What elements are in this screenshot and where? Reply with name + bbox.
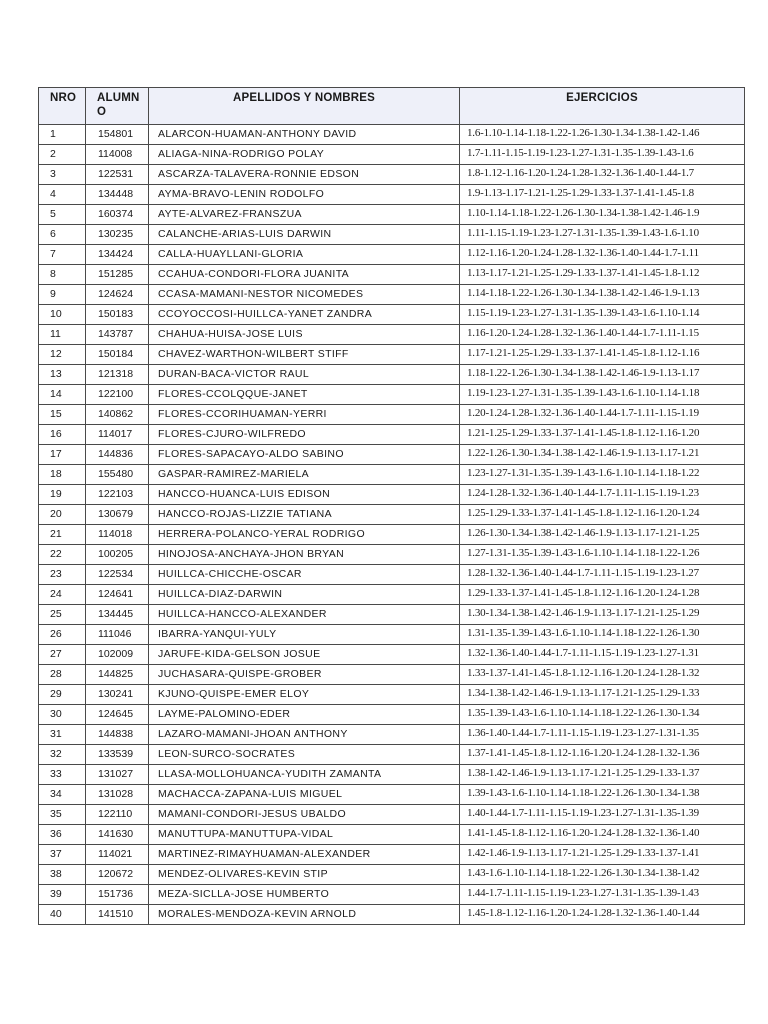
row-number-cell: 39 [39,885,86,905]
table-row [39,345,745,365]
row-number-cell: 20 [39,505,86,525]
row-number-cell: 8 [39,265,86,285]
row-number-cell: 27 [39,645,86,665]
row-number-cell: 38 [39,865,86,885]
exercises-cell: 1.39-1.43-1.6-1.10-1.14-1.18-1.22-1.26-1.30-1.34-1.38 [460,785,745,805]
exercises-cell: 1.28-1.32-1.36-1.40-1.44-1.7-1.11-1.15-1.19-1.23-1.27 [460,565,745,585]
table-row [39,505,745,525]
table-row [39,665,745,685]
row-number-cell: 24 [39,585,86,605]
row-number-cell: 5 [39,205,86,225]
student-code-cell: 155480 [86,465,149,485]
table-row [39,365,745,385]
student-code-cell: 131027 [86,765,149,785]
table-body [39,125,745,925]
row-number-cell: 17 [39,445,86,465]
row-number-cell: 26 [39,625,86,645]
student-name-cell: LLASA-MOLLOHUANCA-YUDITH ZAMANTA [149,765,460,785]
student-name-cell: DURAN-BACA-VICTOR RAUL [149,365,460,385]
student-name-cell: FLORES-SAPACAYO-ALDO SABINO [149,445,460,465]
student-name-cell: HUILLCA-CHICCHE-OSCAR [149,565,460,585]
exercises-cell: 1.26-1.30-1.34-1.38-1.42-1.46-1.9-1.13-1.17-1.21-1.25 [460,525,745,545]
row-number-cell: 25 [39,605,86,625]
exercises-cell: 1.33-1.37-1.41-1.45-1.8-1.12-1.16-1.20-1.24-1.28-1.32 [460,665,745,685]
table-row [39,225,745,245]
exercises-cell: 1.37-1.41-1.45-1.8-1.12-1.16-1.20-1.24-1.28-1.32-1.36 [460,745,745,765]
student-name-cell: HANCCO-HUANCA-LUIS EDISON [149,485,460,505]
exercises-cell: 1.44-1.7-1.11-1.15-1.19-1.23-1.27-1.31-1.35-1.39-1.43 [460,885,745,905]
table-row [39,205,745,225]
exercises-cell: 1.34-1.38-1.42-1.46-1.9-1.13-1.17-1.21-1.25-1.29-1.33 [460,685,745,705]
exercises-cell: 1.31-1.35-1.39-1.43-1.6-1.10-1.14-1.18-1.22-1.26-1.30 [460,625,745,645]
table-row [39,625,745,645]
table-row [39,445,745,465]
row-number-cell: 3 [39,165,86,185]
exercises-cell: 1.30-1.34-1.38-1.42-1.46-1.9-1.13-1.17-1.21-1.25-1.29 [460,605,745,625]
table-row [39,905,745,925]
exercises-cell: 1.22-1.26-1.30-1.34-1.38-1.42-1.46-1.9-1.13-1.17-1.21 [460,445,745,465]
row-number-cell: 37 [39,845,86,865]
student-name-cell: IBARRA-YANQUI-YULY [149,625,460,645]
student-code-cell: 100205 [86,545,149,565]
student-code-cell: 114008 [86,145,149,165]
student-name-cell: MEZA-SICLLA-JOSE HUMBERTO [149,885,460,905]
student-name-cell: CCAHUA-CONDORI-FLORA JUANITA [149,265,460,285]
student-name-cell: JARUFE-KIDA-GELSON JOSUE [149,645,460,665]
student-name-cell: AYTE-ALVAREZ-FRANSZUA [149,205,460,225]
student-name-cell: ALARCON-HUAMAN-ANTHONY DAVID [149,125,460,145]
exercises-cell: 1.35-1.39-1.43-1.6-1.10-1.14-1.18-1.22-1.26-1.30-1.34 [460,705,745,725]
row-number-cell: 33 [39,765,86,785]
student-code-cell: 151736 [86,885,149,905]
table-row [39,385,745,405]
row-number-cell: 14 [39,385,86,405]
table-row [39,865,745,885]
exercises-cell: 1.40-1.44-1.7-1.11-1.15-1.19-1.23-1.27-1.31-1.35-1.39 [460,805,745,825]
table-row [39,265,745,285]
student-name-cell: HINOJOSA-ANCHAYA-JHON BRYAN [149,545,460,565]
exercises-cell: 1.13-1.17-1.21-1.25-1.29-1.33-1.37-1.41-1.45-1.8-1.12 [460,265,745,285]
student-code-cell: 114021 [86,845,149,865]
student-name-cell: FLORES-CCORIHUAMAN-YERRI [149,405,460,425]
row-number-cell: 6 [39,225,86,245]
student-code-cell: 124645 [86,705,149,725]
student-code-cell: 120672 [86,865,149,885]
row-number-cell: 21 [39,525,86,545]
exercises-cell: 1.43-1.6-1.10-1.14-1.18-1.22-1.26-1.30-1.34-1.38-1.42 [460,865,745,885]
row-number-cell: 30 [39,705,86,725]
table-row [39,465,745,485]
student-code-cell: 122100 [86,385,149,405]
table-row [39,585,745,605]
student-code-cell: 154801 [86,125,149,145]
student-code-cell: 151285 [86,265,149,285]
student-name-cell: MORALES-MENDOZA-KEVIN ARNOLD [149,905,460,925]
exercises-cell: 1.38-1.42-1.46-1.9-1.13-1.17-1.21-1.25-1.29-1.33-1.37 [460,765,745,785]
row-number-cell: 13 [39,365,86,385]
student-exercise-table [38,87,745,925]
student-code-cell: 122110 [86,805,149,825]
exercises-cell: 1.27-1.31-1.35-1.39-1.43-1.6-1.10-1.14-1.18-1.22-1.26 [460,545,745,565]
student-code-cell: 150183 [86,305,149,325]
table-row [39,645,745,665]
student-name-cell: CHAHUA-HUISA-JOSE LUIS [149,325,460,345]
exercises-cell: 1.21-1.25-1.29-1.33-1.37-1.41-1.45-1.8-1.12-1.16-1.20 [460,425,745,445]
student-name-cell: MARTINEZ-RIMAYHUAMAN-ALEXANDER [149,845,460,865]
student-name-cell: HERRERA-POLANCO-YERAL RODRIGO [149,525,460,545]
row-number-cell: 2 [39,145,86,165]
student-name-cell: JUCHASARA-QUISPE-GROBER [149,665,460,685]
student-name-cell: MAMANI-CONDORI-JESUS UBALDO [149,805,460,825]
row-number-cell: 9 [39,285,86,305]
table-row [39,165,745,185]
student-name-cell: CCASA-MAMANI-NESTOR NICOMEDES [149,285,460,305]
table-row [39,145,745,165]
student-code-cell: 122531 [86,165,149,185]
student-name-cell: LAZARO-MAMANI-JHOAN ANTHONY [149,725,460,745]
student-name-cell: CALLA-HUAYLLANI-GLORIA [149,245,460,265]
row-number-cell: 18 [39,465,86,485]
table-row [39,325,745,345]
student-name-cell: HUILLCA-DIAZ-DARWIN [149,585,460,605]
table-row [39,425,745,445]
header-alumno: ALUMNO [86,88,149,125]
table-row [39,485,745,505]
row-number-cell: 40 [39,905,86,925]
table-row [39,805,745,825]
exercises-cell: 1.6-1.10-1.14-1.18-1.22-1.26-1.30-1.34-1.38-1.42-1.46 [460,125,745,145]
student-code-cell: 131028 [86,785,149,805]
table-row [39,245,745,265]
student-name-cell: GASPAR-RAMIREZ-MARIELA [149,465,460,485]
student-code-cell: 140862 [86,405,149,425]
row-number-cell: 35 [39,805,86,825]
student-name-cell: AYMA-BRAVO-LENIN RODOLFO [149,185,460,205]
student-code-cell: 111046 [86,625,149,645]
table-row [39,725,745,745]
student-name-cell: CCOYOCCOSI-HUILLCA-YANET ZANDRA [149,305,460,325]
header-apellidos-nombres: APELLIDOS Y NOMBRES [149,88,460,125]
row-number-cell: 32 [39,745,86,765]
student-code-cell: 143787 [86,325,149,345]
table-row [39,845,745,865]
table-row [39,825,745,845]
table-row [39,785,745,805]
student-code-cell: 124624 [86,285,149,305]
student-code-cell: 102009 [86,645,149,665]
student-name-cell: ASCARZA-TALAVERA-RONNIE EDSON [149,165,460,185]
student-code-cell: 114017 [86,425,149,445]
student-code-cell: 130241 [86,685,149,705]
row-number-cell: 15 [39,405,86,425]
exercises-cell: 1.42-1.46-1.9-1.13-1.17-1.21-1.25-1.29-1.33-1.37-1.41 [460,845,745,865]
row-number-cell: 7 [39,245,86,265]
row-number-cell: 22 [39,545,86,565]
table-row [39,285,745,305]
table-row [39,125,745,145]
student-code-cell: 114018 [86,525,149,545]
table-row [39,705,745,725]
student-name-cell: KJUNO-QUISPE-EMER ELOY [149,685,460,705]
exercises-cell: 1.7-1.11-1.15-1.19-1.23-1.27-1.31-1.35-1.39-1.43-1.6 [460,145,745,165]
row-number-cell: 23 [39,565,86,585]
header-nro: NRO [39,88,86,125]
table-row [39,745,745,765]
table-row [39,765,745,785]
table-header [39,88,745,125]
row-number-cell: 11 [39,325,86,345]
student-code-cell: 141510 [86,905,149,925]
row-number-cell: 16 [39,425,86,445]
row-number-cell: 36 [39,825,86,845]
student-name-cell: MANUTTUPA-MANUTTUPA-VIDAL [149,825,460,845]
student-code-cell: 122534 [86,565,149,585]
student-code-cell: 144825 [86,665,149,685]
exercises-cell: 1.29-1.33-1.37-1.41-1.45-1.8-1.12-1.16-1.20-1.24-1.28 [460,585,745,605]
student-name-cell: MACHACCA-ZAPANA-LUIS MIGUEL [149,785,460,805]
exercises-cell: 1.41-1.45-1.8-1.12-1.16-1.20-1.24-1.28-1.32-1.36-1.40 [460,825,745,845]
header-ejercicios: EJERCICIOS [460,88,745,125]
row-number-cell: 10 [39,305,86,325]
table-row [39,185,745,205]
student-code-cell: 133539 [86,745,149,765]
exercises-cell: 1.25-1.29-1.33-1.37-1.41-1.45-1.8-1.12-1.16-1.20-1.24 [460,505,745,525]
student-code-cell: 130679 [86,505,149,525]
student-code-cell: 160374 [86,205,149,225]
row-number-cell: 12 [39,345,86,365]
table-row [39,525,745,545]
exercises-cell: 1.9-1.13-1.17-1.21-1.25-1.29-1.33-1.37-1.41-1.45-1.8 [460,185,745,205]
exercises-cell: 1.36-1.40-1.44-1.7-1.11-1.15-1.19-1.23-1.27-1.31-1.35 [460,725,745,745]
student-code-cell: 150184 [86,345,149,365]
row-number-cell: 19 [39,485,86,505]
exercises-cell: 1.19-1.23-1.27-1.31-1.35-1.39-1.43-1.6-1.10-1.14-1.18 [460,385,745,405]
row-number-cell: 28 [39,665,86,685]
row-number-cell: 31 [39,725,86,745]
student-code-cell: 124641 [86,585,149,605]
exercises-cell: 1.20-1.24-1.28-1.32-1.36-1.40-1.44-1.7-1.11-1.15-1.19 [460,405,745,425]
student-code-cell: 144836 [86,445,149,465]
student-name-cell: HANCCO-ROJAS-LIZZIE TATIANA [149,505,460,525]
exercises-cell: 1.14-1.18-1.22-1.26-1.30-1.34-1.38-1.42-1.46-1.9-1.13 [460,285,745,305]
table-row [39,885,745,905]
table-row [39,545,745,565]
row-number-cell: 4 [39,185,86,205]
table-row [39,685,745,705]
student-name-cell: LAYME-PALOMINO-EDER [149,705,460,725]
student-name-cell: ALIAGA-NINA-RODRIGO POLAY [149,145,460,165]
exercises-cell: 1.15-1.19-1.23-1.27-1.31-1.35-1.39-1.43-1.6-1.10-1.14 [460,305,745,325]
table-row [39,565,745,585]
student-code-cell: 141630 [86,825,149,845]
student-code-cell: 130235 [86,225,149,245]
row-number-cell: 34 [39,785,86,805]
header-row [39,88,745,125]
table-row [39,405,745,425]
exercises-cell: 1.16-1.20-1.24-1.28-1.32-1.36-1.40-1.44-1.7-1.11-1.15 [460,325,745,345]
student-code-cell: 122103 [86,485,149,505]
exercises-cell: 1.23-1.27-1.31-1.35-1.39-1.43-1.6-1.10-1.14-1.18-1.22 [460,465,745,485]
student-name-cell: LEON-SURCO-SOCRATES [149,745,460,765]
exercises-cell: 1.45-1.8-1.12-1.16-1.20-1.24-1.28-1.32-1.36-1.40-1.44 [460,905,745,925]
student-code-cell: 144838 [86,725,149,745]
exercises-cell: 1.10-1.14-1.18-1.22-1.26-1.30-1.34-1.38-1.42-1.46-1.9 [460,205,745,225]
student-code-cell: 134424 [86,245,149,265]
student-code-cell: 134445 [86,605,149,625]
exercises-cell: 1.11-1.15-1.19-1.23-1.27-1.31-1.35-1.39-1.43-1.6-1.10 [460,225,745,245]
student-name-cell: CHAVEZ-WARTHON-WILBERT STIFF [149,345,460,365]
student-code-cell: 134448 [86,185,149,205]
student-name-cell: FLORES-CJURO-WILFREDO [149,425,460,445]
student-name-cell: FLORES-CCOLQQUE-JANET [149,385,460,405]
exercises-cell: 1.24-1.28-1.32-1.36-1.40-1.44-1.7-1.11-1.15-1.19-1.23 [460,485,745,505]
student-name-cell: MENDEZ-OLIVARES-KEVIN STIP [149,865,460,885]
exercises-cell: 1.18-1.22-1.26-1.30-1.34-1.38-1.42-1.46-1.9-1.13-1.17 [460,365,745,385]
student-name-cell: HUILLCA-HANCCO-ALEXANDER [149,605,460,625]
exercises-cell: 1.32-1.36-1.40-1.44-1.7-1.11-1.15-1.19-1.23-1.27-1.31 [460,645,745,665]
student-code-cell: 121318 [86,365,149,385]
exercises-cell: 1.17-1.21-1.25-1.29-1.33-1.37-1.41-1.45-1.8-1.12-1.16 [460,345,745,365]
table-row [39,605,745,625]
student-name-cell: CALANCHE-ARIAS-LUIS DARWIN [149,225,460,245]
row-number-cell: 1 [39,125,86,145]
row-number-cell: 29 [39,685,86,705]
exercises-cell: 1.12-1.16-1.20-1.24-1.28-1.32-1.36-1.40-1.44-1.7-1.11 [460,245,745,265]
exercises-cell: 1.8-1.12-1.16-1.20-1.24-1.28-1.32-1.36-1.40-1.44-1.7 [460,165,745,185]
table-row [39,305,745,325]
